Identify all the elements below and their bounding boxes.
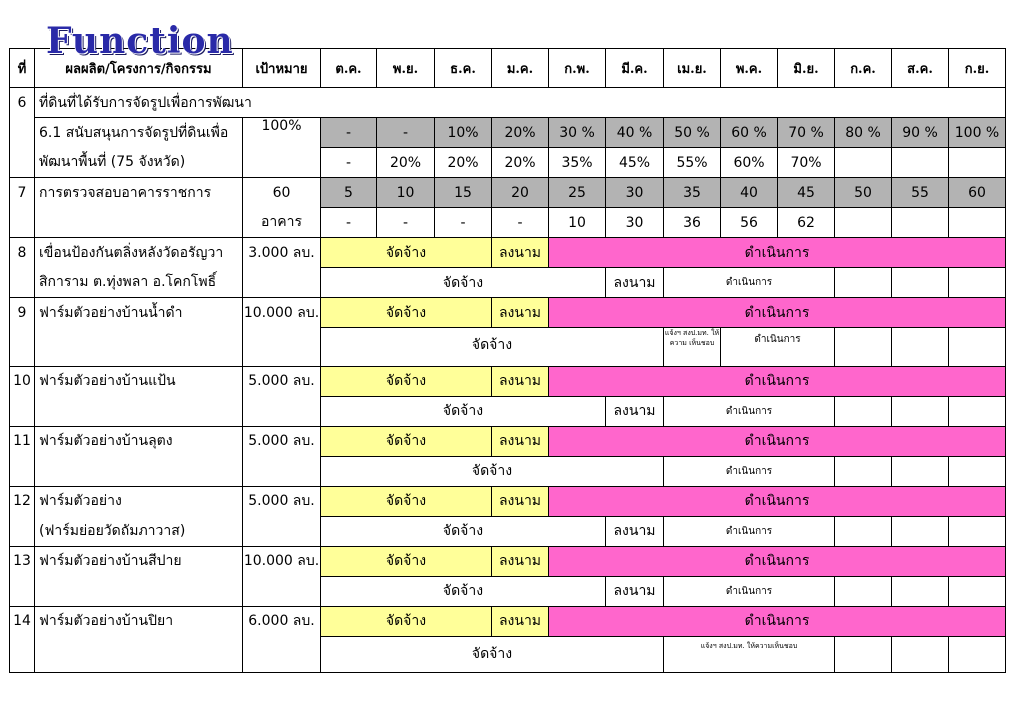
plan-sign: ลงนาม — [492, 546, 549, 576]
row-target: 10.000 ลบ. — [243, 298, 321, 328]
schedule-table — [9, 48, 1006, 673]
row-target-unit: อาคาร — [243, 208, 321, 238]
actual-cell: - — [321, 208, 377, 238]
table-row — [10, 298, 1006, 328]
plan-hire: จัดจ้าง — [321, 426, 492, 456]
plan-cell: 60 % — [721, 118, 778, 148]
plan-sign: ลงนาม — [492, 486, 549, 516]
actual-hire: จัดจ้าง — [321, 328, 664, 367]
plan-cell: 40 % — [606, 118, 664, 148]
header-month: มิ.ย. — [778, 49, 835, 88]
plan-cell: 100 % — [949, 118, 1006, 148]
plan-operate: ดำเนินการ — [549, 298, 1006, 328]
row-name: ฟาร์มตัวอย่างบ้านลุตง — [35, 426, 243, 456]
row-no: 11 — [10, 426, 35, 456]
plan-cell: 40 — [721, 178, 778, 208]
row-name: สิการาม ต.ทุ่งพลา อ.โคกโพธิ์ — [35, 268, 243, 298]
actual-cell — [892, 148, 949, 178]
actual-cell: 60% — [721, 148, 778, 178]
plan-operate: ดำเนินการ — [549, 486, 1006, 516]
row-name: (ฟาร์มย่อยวัดถัมภาวาส) — [35, 516, 243, 546]
row-name: ฟาร์มตัวอย่างบ้านน้ำดำ — [35, 298, 243, 328]
table-row — [10, 426, 1006, 456]
actual-cell: - — [435, 208, 492, 238]
actual-cell: 20% — [377, 148, 435, 178]
actual-sign: ลงนาม — [606, 576, 664, 606]
actual-sign: ลงนาม — [606, 268, 664, 298]
actual-sign: ลงนาม — [606, 516, 664, 546]
plan-cell: 55 — [892, 178, 949, 208]
plan-cell: 90 % — [892, 118, 949, 148]
header-month: ธ.ค. — [435, 49, 492, 88]
table-row — [10, 576, 1006, 606]
page-title: Function — [46, 20, 234, 62]
actual-sign: ลงนาม — [606, 396, 664, 426]
table-row — [10, 606, 1006, 636]
actual-cell: 45% — [606, 148, 664, 178]
plan-cell: 20 — [492, 178, 549, 208]
plan-hire: จัดจ้าง — [321, 486, 492, 516]
actual-hire: จัดจ้าง — [321, 268, 606, 298]
row-no: 8 — [10, 238, 35, 268]
plan-operate: ดำเนินการ — [549, 366, 1006, 396]
plan-cell: 45 — [778, 178, 835, 208]
row-no: 12 — [10, 486, 35, 516]
row-name: ฟาร์มตัวอย่างบ้านสีปาย — [35, 546, 243, 576]
plan-hire: จัดจ้าง — [321, 606, 492, 636]
row-name: ฟาร์มตัวอย่างบ้านปิยา — [35, 606, 243, 636]
header-month: ต.ค. — [321, 49, 377, 88]
table-row — [10, 268, 1006, 298]
row-name: เขื่อนป้องกันตลิ่งหลังวัดอรัญวา — [35, 238, 243, 268]
plan-cell: 10% — [435, 118, 492, 148]
actual-operate: ดำเนินการ — [721, 328, 835, 367]
plan-sign: ลงนาม — [492, 238, 549, 268]
actual-cell — [835, 148, 892, 178]
actual-hire: จัดจ้าง — [321, 576, 606, 606]
row-no: 9 — [10, 298, 35, 328]
plan-cell: 10 — [377, 178, 435, 208]
table-row — [10, 208, 1006, 238]
actual-cell: 20% — [492, 148, 549, 178]
table-row — [10, 486, 1006, 516]
plan-hire: จัดจ้าง — [321, 238, 492, 268]
header-month: ก.ค. — [835, 49, 892, 88]
header-month: ส.ค. — [892, 49, 949, 88]
row-target: 3.000 ลบ. — [243, 238, 321, 268]
table-row — [10, 238, 1006, 268]
table-row — [10, 456, 1006, 486]
row-target: 5.000 ลบ. — [243, 486, 321, 516]
plan-operate: ดำเนินการ — [549, 546, 1006, 576]
plan-sign: ลงนาม — [492, 298, 549, 328]
plan-sign: ลงนาม — [492, 426, 549, 456]
table-row — [10, 636, 1006, 673]
actual-operate: ดำเนินการ — [664, 516, 835, 546]
actual-hire: จัดจ้าง — [321, 516, 606, 546]
table-row — [10, 88, 1006, 118]
actual-cell — [835, 208, 892, 238]
row-name: พัฒนาพื้นที่ (75 จังหวัด) — [35, 148, 243, 178]
actual-cell: 55% — [664, 148, 721, 178]
plan-cell: - — [321, 118, 377, 148]
header-month: พ.ค. — [721, 49, 778, 88]
row-no: 6 — [10, 88, 35, 118]
header-no: ที่ — [10, 49, 35, 88]
actual-cell: 36 — [664, 208, 721, 238]
actual-cell: 30 — [606, 208, 664, 238]
plan-cell: 50 % — [664, 118, 721, 148]
actual-cell: 70% — [778, 148, 835, 178]
plan-cell: 20% — [492, 118, 549, 148]
plan-sign: ลงนาม — [492, 606, 549, 636]
table-row — [10, 148, 1006, 178]
actual-cell: 20% — [435, 148, 492, 178]
row-target: 5.000 ลบ. — [243, 426, 321, 456]
actual-cell — [892, 208, 949, 238]
actual-hire: จัดจ้าง — [321, 396, 606, 426]
row-name: 6.1 สนับสนุนการจัดรูปที่ดินเพื่อ — [35, 118, 243, 148]
row-target: 5.000 ลบ. — [243, 366, 321, 396]
header-month: ก.พ. — [549, 49, 606, 88]
plan-cell: 30 % — [549, 118, 606, 148]
actual-cell: 62 — [778, 208, 835, 238]
actual-hire: จัดจ้าง — [321, 456, 664, 486]
row-no: 10 — [10, 366, 35, 396]
actual-cell: - — [492, 208, 549, 238]
header-month: เม.ย. — [664, 49, 721, 88]
plan-cell: 15 — [435, 178, 492, 208]
row-no: 14 — [10, 606, 35, 636]
actual-operate: ดำเนินการ — [664, 268, 835, 298]
actual-operate: ดำเนินการ — [664, 396, 835, 426]
actual-cell: 10 — [549, 208, 606, 238]
actual-note: แจ้งฯ สงป.มท. ให้ความ เห็นชอบ — [664, 328, 721, 367]
plan-cell: 35 — [664, 178, 721, 208]
actual-operate: ดำเนินการ — [664, 456, 835, 486]
actual-cell: - — [377, 208, 435, 238]
table-row — [10, 396, 1006, 426]
header-month: มี.ค. — [606, 49, 664, 88]
table-row — [10, 328, 1006, 367]
actual-hire: จัดจ้าง — [321, 636, 664, 673]
header-month: ม.ค. — [492, 49, 549, 88]
actual-cell: 56 — [721, 208, 778, 238]
plan-cell: 5 — [321, 178, 377, 208]
plan-cell: 60 — [949, 178, 1006, 208]
plan-hire: จัดจ้าง — [321, 366, 492, 396]
plan-operate: ดำเนินการ — [549, 606, 1006, 636]
actual-cell — [949, 148, 1006, 178]
table-row — [10, 516, 1006, 546]
plan-cell: 30 — [606, 178, 664, 208]
actual-cell: - — [321, 148, 377, 178]
plan-cell: 70 % — [778, 118, 835, 148]
plan-operate: ดำเนินการ — [549, 426, 1006, 456]
header-month: พ.ย. — [377, 49, 435, 88]
row-name: การตรวจสอบอาคารราชการ — [35, 178, 243, 208]
row-name: ฟาร์มตัวอย่าง — [35, 486, 243, 516]
actual-cell: 35% — [549, 148, 606, 178]
table-row — [10, 118, 1006, 148]
plan-cell: 50 — [835, 178, 892, 208]
header-month: ก.ย. — [949, 49, 1006, 88]
table-row — [10, 546, 1006, 576]
plan-operate: ดำเนินการ — [549, 238, 1006, 268]
actual-cell — [949, 208, 1006, 238]
plan-cell: 25 — [549, 178, 606, 208]
header-target: เป้าหมาย — [243, 49, 321, 88]
row-no: 7 — [10, 178, 35, 208]
plan-cell: 80 % — [835, 118, 892, 148]
row-target: 100% — [243, 118, 321, 148]
actual-operate: ดำเนินการ — [664, 576, 835, 606]
plan-cell: - — [377, 118, 435, 148]
plan-sign: ลงนาม — [492, 366, 549, 396]
actual-note: แจ้งฯ สงป.มท. ให้ความเห็นชอบ — [664, 636, 835, 673]
table-row — [10, 366, 1006, 396]
row-target: 6.000 ลบ. — [243, 606, 321, 636]
row-target: 10.000 ลบ. — [243, 546, 321, 576]
plan-hire: จัดจ้าง — [321, 298, 492, 328]
row-name: ฟาร์มตัวอย่างบ้านแป้น — [35, 366, 243, 396]
row-no: 13 — [10, 546, 35, 576]
header-output: ผลผลิต/โครงการ/กิจกรรม — [35, 49, 243, 88]
row-target: 60 — [243, 178, 321, 208]
plan-hire: จัดจ้าง — [321, 546, 492, 576]
table-row — [10, 178, 1006, 208]
row-name: ที่ดินที่ได้รับการจัดรูปเพื่อการพัฒนา — [35, 88, 1006, 118]
